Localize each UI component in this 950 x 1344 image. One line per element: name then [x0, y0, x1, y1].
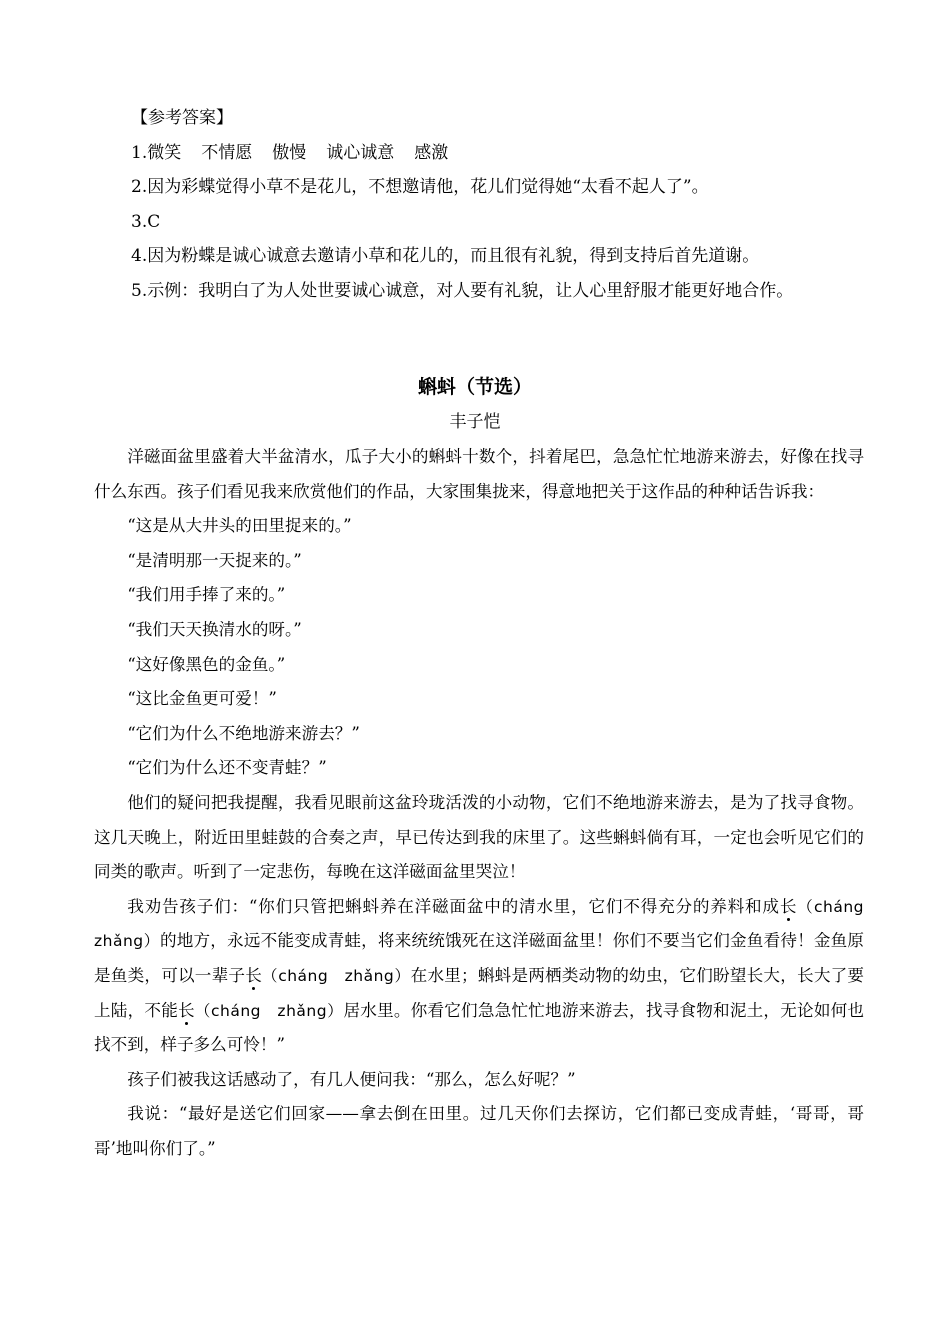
- answer-section: [131, 101, 891, 308]
- emphasis-char: 长: [779, 896, 798, 916]
- dialog-line: “我们天天换清水的呀。”: [127, 619, 302, 639]
- dialog-line: “它们为什么还不变青蛙？”: [127, 758, 327, 778]
- paragraph-5: 我说：“最好是送它们回家——拿去倒在田里。过几天你们去探访，它们都已变成青蛙，‘哥哥，哥哥’地叫你们了。”: [94, 1104, 864, 1158]
- answer-1-item: 傲慢: [272, 142, 307, 163]
- answer-1-number: 1.: [131, 142, 148, 163]
- answer-1: [131, 136, 891, 171]
- article-author: 丰子恺: [449, 412, 501, 432]
- paragraph-3-part: 我劝告孩子们：“你们只管把蝌蚪养在洋磁面盆中的清水里，它们不得充分的养料和成: [127, 896, 780, 916]
- dialog-line: “这是从大井头的田里捉来的。”: [127, 516, 352, 536]
- paragraph-3: [94, 890, 881, 1063]
- answer-1-item: 不情愿: [201, 142, 253, 163]
- answer-5: 5.示例：我明白了为人处世要诚心诚意，对人要有礼貌，让人心里舒服才能更好地合作。: [131, 280, 794, 301]
- emphasis-char: 长: [245, 965, 262, 985]
- article-title: 蝌蚪（节选）: [417, 376, 532, 398]
- paragraph-3-part: 居水里。你看它们急急忙忙地游来游去，找寻食物和泥土，无论如何也找不到，样子多么可怜！”: [94, 1000, 865, 1055]
- dialog-line: “这比金鱼更可爱！”: [127, 689, 277, 709]
- dialog-line: “我们用手捧了来的。”: [127, 585, 286, 605]
- answer-header: 【参考答案】: [131, 108, 233, 128]
- pinyin-annotation: （cháng zhǎng）: [94, 897, 881, 951]
- dialog-line: “它们为什么不绝地游来游去？”: [127, 723, 360, 743]
- dialog-line: “这好像黑色的金鱼。”: [127, 654, 286, 674]
- answer-1-item: 感激: [414, 142, 449, 163]
- answer-1-item: 诚心诚意: [326, 142, 395, 163]
- emphasis-char: 长: [178, 1000, 195, 1020]
- answer-4: 4.因为粉蝶是诚心诚意去邀请小草和花儿的，而且很有礼貌，得到支持后首先道谢。: [131, 246, 760, 266]
- paragraph-1: 洋磁面盆里盛着大半盆清水，瓜子大小的蝌蚪十数个，抖着尾巴，急急忙忙地游来游去，好像在找寻什么东西。孩子们看见我来欣赏他们的作品，大家围集拢来，得意地把关于这作品的种种话告诉我：: [94, 447, 864, 501]
- pinyin-annotation: （cháng zhǎng）: [262, 966, 411, 985]
- dialog-line: “是清明那一天捉来的。”: [127, 550, 302, 570]
- paragraph-3-part: 的地方，永远不能变成青蛙，将来统统饿死在这洋磁面盆里！你们不要当它们金鱼看待！金鱼原是鱼类，可以一辈子: [94, 931, 864, 985]
- paragraph-4: 孩子们被我这话感动了，有几人便问我：“那么，怎么好呢？”: [127, 1069, 576, 1089]
- answer-1-item: 微笑: [147, 142, 182, 163]
- pinyin-annotation: （cháng zhǎng）: [194, 1001, 344, 1020]
- paragraph-2: 他们的疑问把我提醒，我看见眼前这盆玲珑活泼的小动物，它们不绝地游来游去，是为了找寻食物。这几天晚上，附近田里蛙鼓的合奏之声，早已传达到我的床里了。这些蝌蚪倘有耳，一定也会听见它们的同类的歌声。听到了一定悲伤，每晚在这洋磁面盆里哭泣！: [94, 792, 864, 882]
- article-body: [94, 440, 881, 1166]
- answer-3: 3.C: [131, 211, 161, 232]
- answer-2: 2.因为彩蝶觉得小草不是花儿，不想邀请他，花儿们觉得她“太看不起人了”。: [131, 177, 709, 197]
- paragraph-3-part: 在水里；蝌蚪是两栖类动物的幼虫，它们盼望长大，长大了要上陆，不能: [94, 965, 865, 1020]
